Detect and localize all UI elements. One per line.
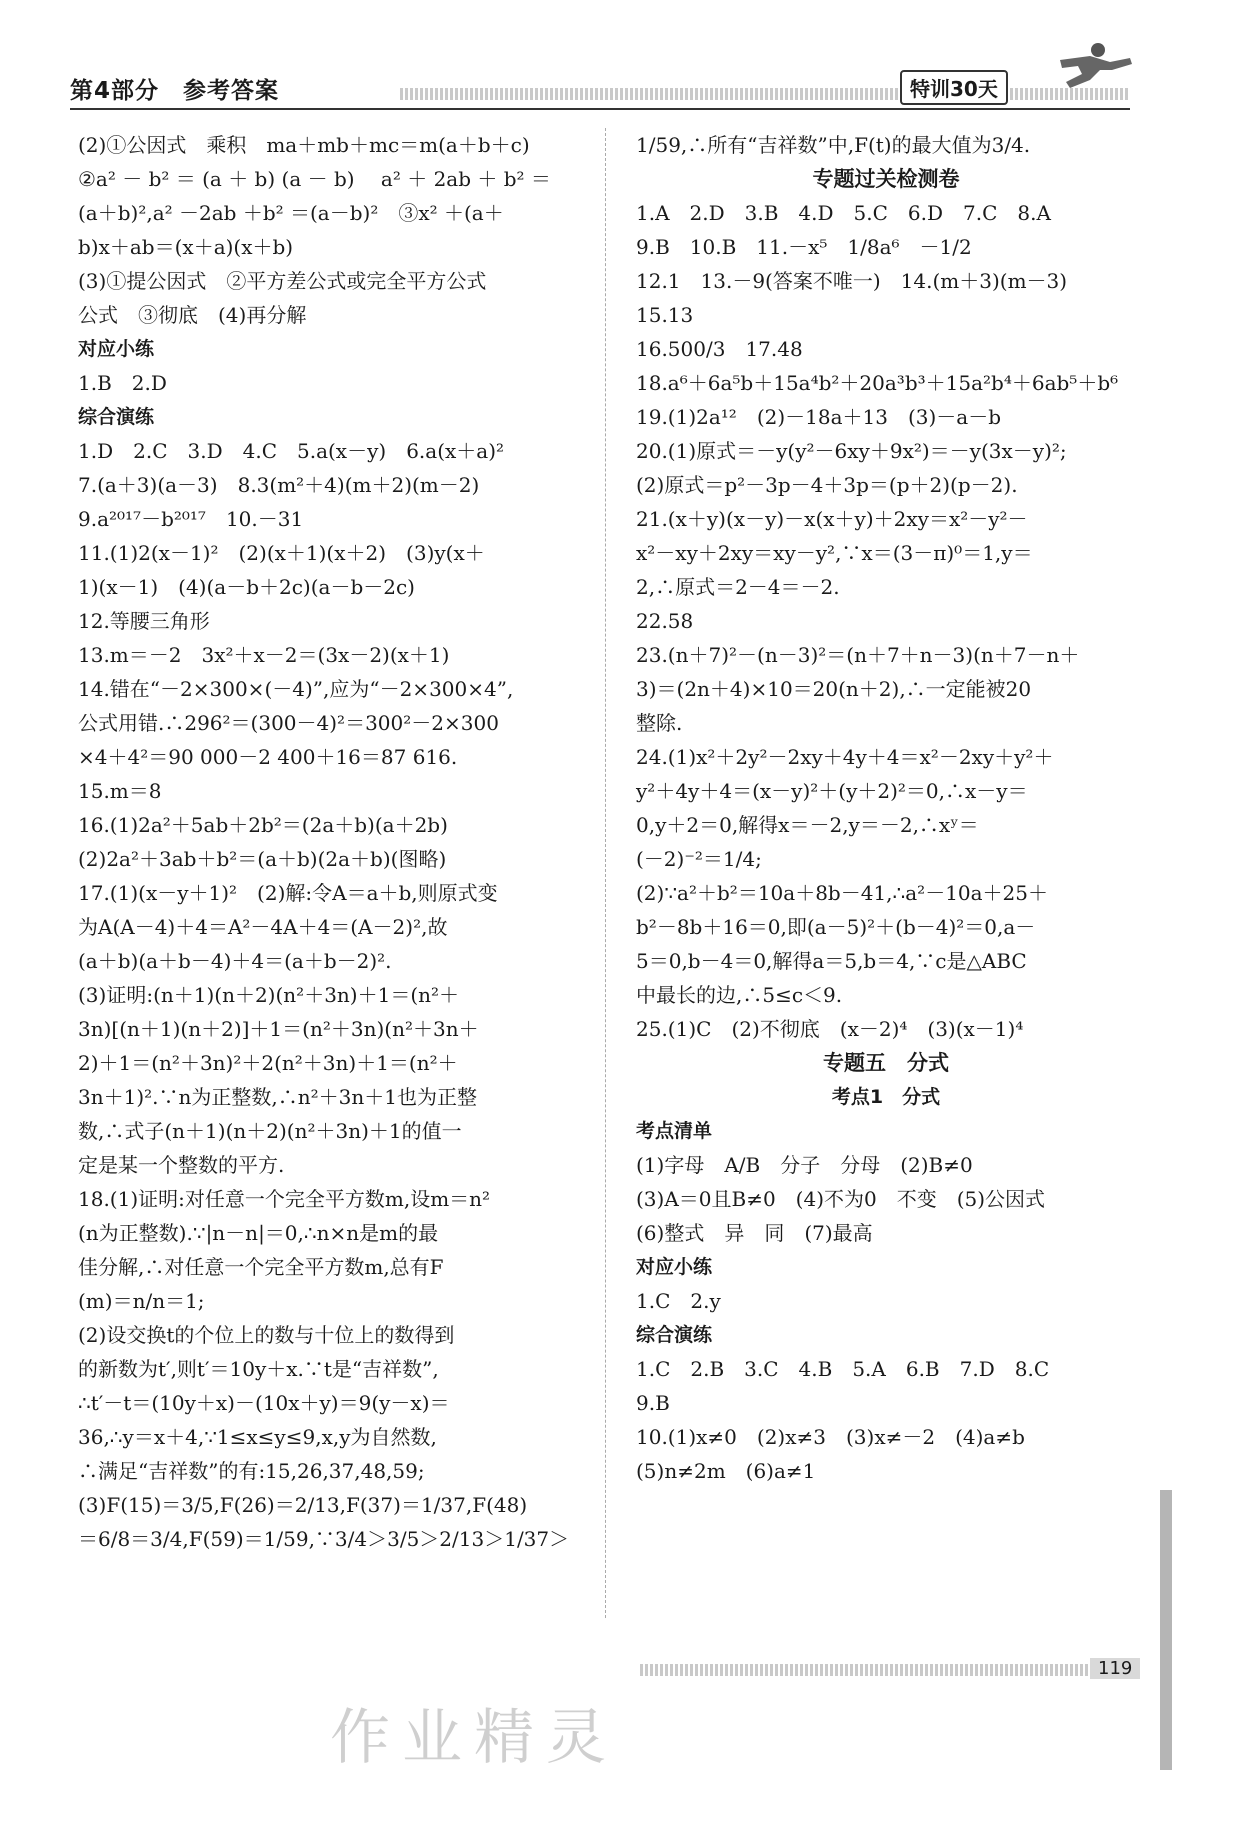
answer-line: (2)2a²＋3ab＋b²＝(a＋b)(2a＋b)(图略) [78, 847, 447, 871]
answer-line: 定是某一个整数的平方. [78, 1153, 285, 1177]
series-tag: 特训30天 [900, 70, 1008, 105]
answer-line: 25.(1)C (2)不彻底 (x－2)⁴ (3)(x－1)⁴ [636, 1017, 1024, 1041]
subsection-heading: 对应小练 [78, 338, 155, 360]
answer-line: ＝6/8＝3/4,F(59)＝1/59,∵3/4＞3/5＞2/13＞1/37＞ [78, 1527, 570, 1551]
answer-line: 12.等腰三角形 [78, 609, 210, 633]
answer-line: 9.a²⁰¹⁷－b²⁰¹⁷ 10.－31 [78, 507, 304, 531]
answer-line: 13.m＝－2 3x²＋x－2＝(3x－2)(x＋1) [78, 643, 450, 667]
answer-line: 9.B 10.B 11.－x⁵ 1/8a⁶ －1/2 [636, 235, 972, 259]
topic-heading: 专题五 分式 [823, 1051, 949, 1075]
answer-line: 5＝0,b－4＝0,解得a＝5,b＝4,∵c是△ABC [636, 949, 1027, 973]
answer-line: 3n)[(n＋1)(n＋2)]＋1＝(n²＋3n)(n²＋3n＋ [78, 1017, 479, 1041]
answer-line: (5)n≠2m (6)a≠1 [636, 1459, 816, 1483]
answer-line: 1)(x－1) (4)(a－b＋2c)(a－b－2c) [78, 575, 415, 599]
answer-line: (－2)⁻²＝1/4; [636, 847, 762, 871]
answer-line: 数,∴式子(n＋1)(n＋2)(n²＋3n)＋1的值一 [78, 1119, 462, 1143]
answer-column-left [78, 128, 578, 1556]
answer-line: (3)A＝0且B≠0 (4)不为0 不变 (5)公因式 [636, 1187, 1046, 1211]
answer-line: 15.13 [636, 303, 694, 327]
answer-line: 22.58 [636, 609, 694, 633]
answer-line: 21.(x＋y)(x－y)－x(x＋y)＋2xy＝x²－y²－ [636, 507, 1028, 531]
answer-line: (3)F(15)＝3/5,F(26)＝2/13,F(37)＝1/37,F(48) [78, 1493, 528, 1517]
page-footer [640, 1658, 1180, 1682]
answer-line: 9.B [636, 1391, 670, 1415]
answer-line: (2)原式＝p²－3p－4＋3p＝(p＋2)(p－2). [636, 473, 1018, 497]
answer-line: 10.(1)x≠0 (2)x≠3 (3)x≠－2 (4)a≠b [636, 1425, 1025, 1449]
answer-line: 2,∴原式＝2－4＝－2. [636, 575, 840, 599]
answer-line: 0,y＋2＝0,解得x＝－2,y＝－2,∴xʸ＝ [636, 813, 979, 837]
subsection-heading: 对应小练 [636, 1256, 713, 1278]
answer-line: 16.500/3 17.48 [636, 337, 803, 361]
answer-line: b²－8b＋16＝0,即(a－5)²＋(b－4)²＝0,a－ [636, 915, 1036, 939]
answer-line: 15.m＝8 [78, 779, 162, 803]
answer-line: ②a² － b² ＝ (a ＋ b) (a － b) a² ＋ 2ab ＋ b² ＝ [78, 167, 551, 191]
answer-line: ×4＋4²＝90 000－2 400＋16＝87 616. [78, 745, 458, 769]
answer-line: (n为正整数).∵|n－n|＝0,∴n×n是m的最 [78, 1221, 439, 1245]
answer-line: 为A(A－4)＋4＝A²－4A＋4＝(A－2)²,故 [78, 915, 448, 939]
answer-line: (3)①提公因式 ②平方差公式或完全平方公式 [78, 269, 487, 293]
answer-line: 1/59,∴所有“吉祥数”中,F(t)的最大值为3/4. [636, 133, 1031, 157]
answer-line: (2)设交换t的个位上的数与十位上的数得到 [78, 1323, 455, 1347]
answer-line: 佳分解,∴对任意一个完全平方数m,总有F [78, 1255, 444, 1279]
answer-line: 23.(n＋7)²－(n－3)²＝(n＋7＋n－3)(n＋7－n＋ [636, 643, 1080, 667]
page-header [70, 70, 1130, 110]
answer-line: 1.A 2.D 3.B 4.D 5.C 6.D 7.C 8.A [636, 201, 1051, 225]
answer-line: 公式用错.∴296²＝(300－4)²＝300²－2×300 [78, 711, 499, 735]
answer-line: 7.(a＋3)(a－3) 8.3(m²＋4)(m＋2)(m－2) [78, 473, 480, 497]
answer-line: (a＋b)²,a² －2ab ＋b² ＝(a－b)² ③x² ＋(a＋ [78, 201, 504, 225]
answer-line: 19.(1)2a¹² (2)－18a＋13 (3)－a－b [636, 405, 1002, 429]
watermark: 作业精灵 [330, 1703, 618, 1773]
subsection-heading: 综合演练 [78, 406, 155, 428]
answer-line: 18.a⁶＋6a⁵b＋15a⁴b²＋20a³b³＋15a²b⁴＋6ab⁵＋b⁶ [636, 371, 1119, 395]
answer-line: (2)∵a²＋b²＝10a＋8b－41,∴a²－10a＋25＋ [636, 881, 1049, 905]
answer-line: ∴满足“吉祥数”的有:15,26,37,48,59; [78, 1459, 425, 1483]
answer-line: 的新数为t′,则t′＝10y＋x.∵t是“吉祥数”, [78, 1357, 439, 1381]
answer-line: 公式 ③彻底 (4)再分解 [78, 303, 307, 327]
answer-line: x²－xy＋2xy＝xy－y²,∵x＝(3－π)⁰＝1,y＝ [636, 541, 1033, 565]
answer-line: 17.(1)(x－y＋1)² (2)解:令A＝a＋b,则原式变 [78, 881, 498, 905]
answer-line: 整除. [636, 711, 683, 735]
answer-line: 16.(1)2a²＋5ab＋2b²＝(2a＋b)(a＋2b) [78, 813, 448, 837]
answer-line: 18.(1)证明:对任意一个完全平方数m,设m＝n² [78, 1187, 491, 1211]
answer-line: 2)＋1＝(n²＋3n)²＋2(n²＋3n)＋1＝(n²＋ [78, 1051, 458, 1075]
runner-icon [1020, 40, 1140, 100]
answer-column-right [636, 128, 1136, 1488]
footer-band [640, 1664, 1090, 1676]
answer-line: 3n＋1)².∵n为正整数,∴n²＋3n＋1也为正整 [78, 1085, 477, 1109]
answer-line: 24.(1)x²＋2y²－2xy＋4y＋4＝x²－2xy＋y²＋ [636, 745, 1054, 769]
subsection-heading: 考点清单 [636, 1120, 713, 1142]
answer-line: (3)证明:(n＋1)(n＋2)(n²＋3n)＋1＝(n²＋ [78, 983, 460, 1007]
header-rule [70, 108, 1130, 110]
answer-line: 1.C 2.B 3.C 4.B 5.A 6.B 7.D 8.C [636, 1357, 1050, 1381]
edge-bar [1160, 1490, 1172, 1770]
answer-line: 中最长的边,∴5≤c＜9. [636, 983, 843, 1007]
answer-line: 14.错在“－2×300×(－4)”,应为“－2×300×4”, [78, 677, 514, 701]
answer-line: 20.(1)原式＝－y(y²－6xy＋9x²)＝－y(3x－y)²; [636, 439, 1067, 463]
answer-line: 12.1 13.－9(答案不唯一) 14.(m＋3)(m－3) [636, 269, 1068, 293]
column-divider [605, 128, 606, 1618]
answer-line: 11.(1)2(x－1)² (2)(x＋1)(x＋2) (3)y(x＋ [78, 541, 485, 565]
topic-subheading: 考点1 分式 [831, 1086, 941, 1108]
subsection-heading: 综合演练 [636, 1324, 713, 1346]
answer-line: y²＋4y＋4＝(x－y)²＋(y＋2)²＝0,∴x－y＝ [636, 779, 1028, 803]
answer-line: b)x＋ab＝(x＋a)(x＋b) [78, 235, 294, 259]
answer-line: 1.D 2.C 3.D 4.C 5.a(x－y) 6.a(x＋a)² [78, 439, 505, 463]
answer-line: (1)字母 A/B 分子 分母 (2)B≠0 [636, 1153, 973, 1177]
answer-line: (a＋b)(a＋b－4)＋4＝(a＋b－2)². [78, 949, 392, 973]
answer-line: (2)①公因式 乘积 ma＋mb＋mc＝m(a＋b＋c) [78, 133, 530, 157]
answer-line: (6)整式 异 同 (7)最高 [636, 1221, 873, 1245]
test-heading: 专题过关检测卷 [812, 167, 960, 191]
page-number: 119 [1090, 1658, 1140, 1679]
answer-line: 36,∴y＝x＋4,∵1≤x≤y≤9,x,y为自然数, [78, 1425, 437, 1449]
section-title: 第4部分 参考答案 [70, 78, 280, 104]
answer-line: ∴t′－t＝(10y＋x)－(10x＋y)＝9(y－x)＝ [78, 1391, 450, 1415]
answer-line: 3)＝(2n＋4)×10＝20(n＋2),∴一定能被20 [636, 677, 1032, 701]
answer-line: (m)＝n/n＝1; [78, 1289, 205, 1313]
answer-line: 1.B 2.D [78, 371, 167, 395]
answer-line: 1.C 2.y [636, 1289, 721, 1313]
